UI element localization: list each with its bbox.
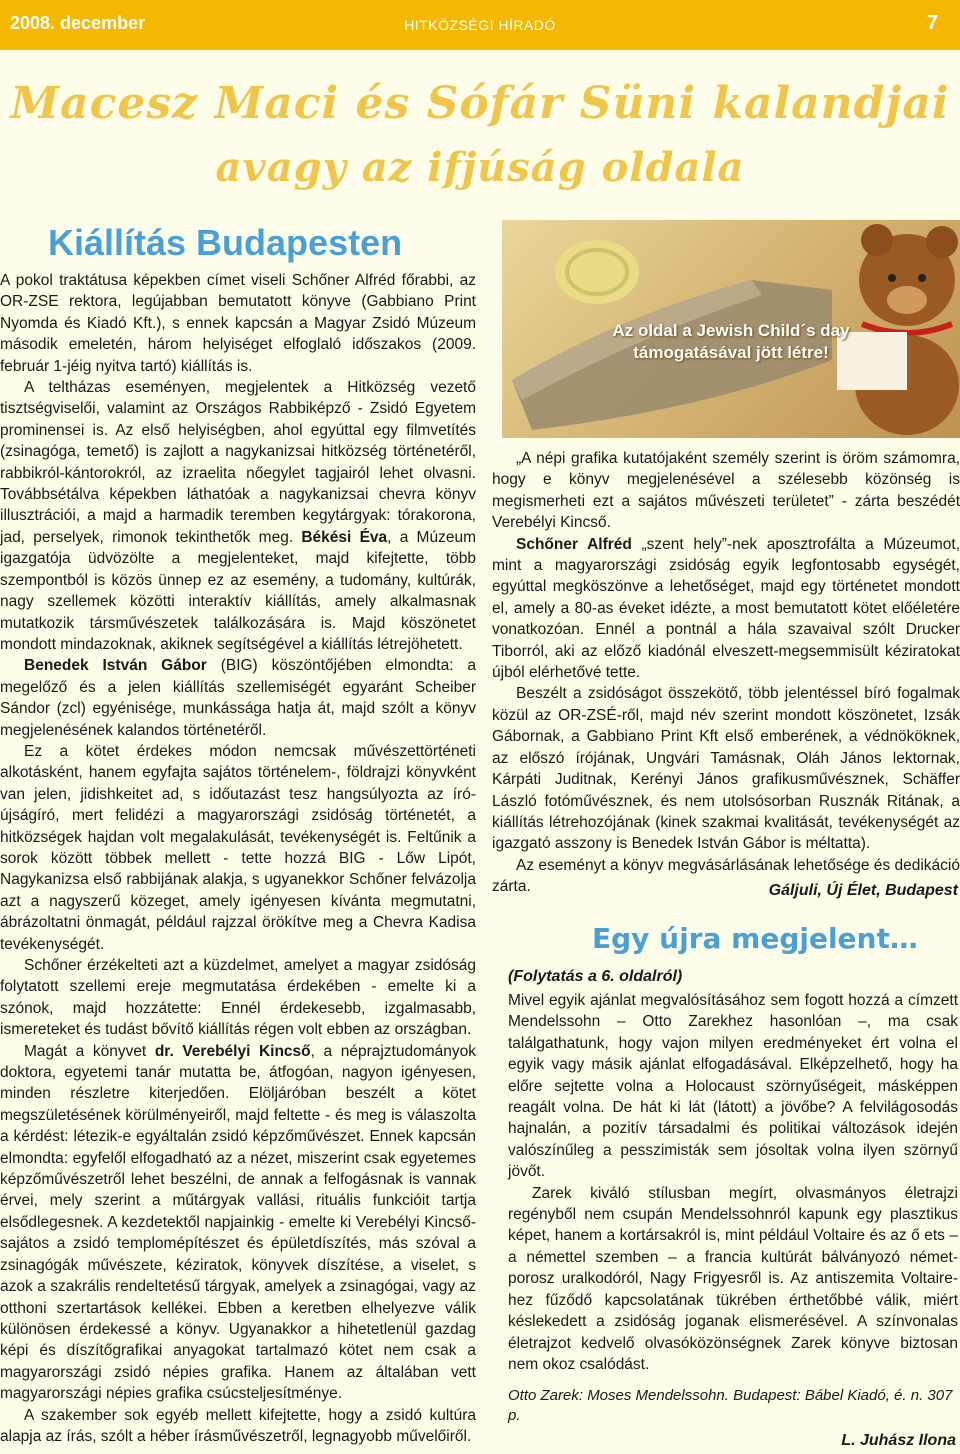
author-signature: L. Juhász Ilona xyxy=(841,1432,956,1449)
section-heading: Kiállítás Budapesten xyxy=(48,222,403,263)
paragraph: A pokol traktátusa képekben címet viseli Schőner Alfréd főrabbi, az OR-ZSE rektora, legújabban bemutatott könyve (Gabbiano Print Nyomda és Kiadó Kft.), s ennek kapcsán a Magyar Zsidó Múzeum második emeletén, három helyiséget elfoglaló időszakos (2009. február 1-jéig nyitva tartó) kiállítás is. xyxy=(0,272,476,375)
paragraph: Ez a kötet érdekes módon nemcsak művészettörténeti alkotásként, hanem egyfajta sajátos történelem-, földrajzi könyvként van jelen, jidishkeitet ad, s időutazást tesz hangsúlyozta az író-újságíró, mert felidézi a magyarországi zsidóság történetét, a hitközségek hajdan volt megalakulását, tevékenységét is. Feltűnik a sorok között többek mellett - tette hozzá BIG - Lőw Lipót, Nagykanizsa első rabbijának alakja, s ugyanekkor Schőner felvázolja azt a nagyszerű közeget, amely igényesen kívánta megmutatni, ábrázoltatni önmagát, például rajzzal örökítve meg a Chevra Kadisa tevékenységét. xyxy=(0,742,476,953)
paragraph: „A népi grafika kutatójaként személy szerint is öröm számomra, hogy e könyv megjelenésével a szélesebb közönség is megismerheti ezt a sajátos művészeti területet” - zárta beszédét Verebélyi Kincső. xyxy=(492,450,960,532)
issue-date: 2008. december xyxy=(10,13,146,33)
photo-caption: Az oldal a Jewish Child´s day támogatásával jött létre! xyxy=(612,321,850,362)
paragraph: Mivel egyik ajánlat megvalósításához sem fogott hozzá a címzett Mendelssohn – Otto Zarekhez hasonlóan –, ma csak találgathatunk, hogy vajon milyen eredményeket ért volna el egyik vagy másik ajánlat elfogadásával. Elképzelhető, hogy ha előre sejtette volna a Holocaust szörnyűségeit, másképpen reagált volna. De hát ki lát (látott) a jövőbe? A felvilágosodás hajnalán, a pozitív társadalmi és politikai változások idején valószínűleg a pesszimisták sem jósoltak volna ilyen szörnyű jövőt. xyxy=(508,992,958,1181)
photo-teddy-bear-shofar xyxy=(502,220,960,438)
left-column xyxy=(0,270,476,1447)
author-signature: Gáljuli, Új Élet, Budapest xyxy=(768,882,958,899)
paragraph: A szakember sok egyéb mellett kifejtette, hogy a zsidó kultúra alapja az írás, szólt a héber írásművészetről, legnagyobb művelőiről. xyxy=(0,1406,476,1445)
continuation-note: (Folytatás a 6. oldalról) xyxy=(508,968,683,985)
page-title-line1: Macesz Maci és Sófár Süni kalandjai xyxy=(10,78,950,129)
page-title-line2: avagy az ifjúság oldala xyxy=(215,144,745,191)
page-number: 7 xyxy=(926,12,938,34)
right-column-article2 xyxy=(508,990,958,1375)
right-column xyxy=(492,448,960,898)
newspaper-title: HITKÖZSÉGI HÍRADÓ xyxy=(404,17,556,33)
book-reference: Otto Zarek: Moses Mendelssohn. Budapest: Bábel Kiadó, é. n. 307 p. xyxy=(508,1387,953,1424)
paragraph: Schőner érzékelteti azt a küzdelmet, amelyet a magyar zsidóság folytatott szellemi ereje megmutatása érdekében - emelte ki a szónok, majd hozzátette: Ennél érdekesebb, izgalmasabb, ismereteket és tudást bővítő kiállítás régen volt ebben az országban. xyxy=(0,957,476,1039)
paragraph: Magát a könyvet dr. Verebélyi Kincső, a néprajztudományok doktora, egyetemi tanár mutatta be, átfogóan, nagyon igényesen, minden részletre kiterjedően. Elöljáróban beszélt a kötet megszületésének körülményeiről, majd feltette - és meg is válaszolta a kérdést: létezik-e egyáltalán zsidó képzőművészet. Ennek kapcsán elmondta: egyfelől elfogadható az a nézet, miszerint csak egyetemes képzőművészetről lehet beszélni, de annak a felfogásnak is vannak érvei, mely szerint a műtárgyak vallási, rituális funkcióit tartja elsődlegesnek. A kezdetektől napjainkig - emelte ki Verebélyi Kincső- sajátos a zsidó templomépítészet és épületdíszítés, más szóval a zsinagógák művészete, kéziratok, könyvek díszítése, a viselet, s azok a szakrális rendeltetésű tárgyak, amelyek a zsinagógai, vagy az otthoni szertartások kellékei. Ebben a keretben elhelyezve válik különösen érdekessé a könyv. Ugyanakkor a hihetetlenül gazdag képi és díszítőgrafikai anyagokat tartalmazó kötet nem csak a magyarországi zsidó népies grafika. Hanem az általában vett magyarországi népies grafika csúcsteljesítménye. xyxy=(0,1042,476,1403)
paragraph: Benedek István Gábor (BIG) köszöntőjében elmondta: a megelőző és a jelen kiállítás szellemiségét egyaránt Scheiber Sándor (zcl) egyénisége, munkássága hatja át, majd szólt a könyv megjelenésének kalandos történetéről. xyxy=(0,657,476,739)
paragraph: Az eseményt a könyv megvásárlásának lehetősége és dedikáció zárta. xyxy=(492,856,960,896)
paragraph: Beszélt a zsidóságot összekötő, több jelentéssel bíró fogalmak közül az OR-ZSÉ-ről, majd név szerint mondott köszönetet, Izsák Gábornak, a Gabbiano Print Kft első emberének, a védnököknek, az előszó írójának, Ungvári Tamásnak, Oláh János lektornak, Kárpáti Juditnak, Kerényi János grafikusművésznek, Schäffer László fotóművésznek, és nem utolsósorban Rusznák Ritának, a kiállítás létrehozójának (kinek szakmai kvalitását, tevékenységét az igazgató asszony is Benedek István Gábor is méltatta). xyxy=(492,685,960,853)
paragraph: Schőner Alfréd „szent hely”-nek aposztrofálta a Múzeumot, mint a magyarországi zsidóság egyik legfontosabb egységét, egyúttal megköszönve a lehetőséget, majd egy történetet mondott el, amely a 80-as éveket idézte, a most bemutatott kötet előéletére vonatkozóan. Ennél a pontnál a hála szavaival szólt Drucker Tiborról, aki az előző kiadónál elveszett-megsemmisült kéziratokat újból elérhetővé tette. xyxy=(492,535,960,682)
paragraph: Zarek kiváló stílusban megírt, olvasmányos életrajzi regényből nem csupán Mendelssohnról kapunk egy plasztikus képet, hanem a kortársakról is, mint például Voltaire és az ő ets – a némettel szemben – a francia kultúrát bálványozó német-porosz uralkodóról, Nagy Frigyesről is. Az antiszemita Voltaire-hez fűződő kapcsolatának tükrében érthetőbbé válik, miért késlekedett a zsidóság joganak elismerésével. A színvonalas életrajzot kedvelő olvasóközönségnek Zarek könyve biztosan nem okoz csalódást. xyxy=(508,1184,958,1373)
paragraph: A teltházas eseményen, megjelentek a Hitközség vezető tisztségviselői, valamint az Országos Rabbiképző - Zsidó Egyetem prominensei is. Az első helyiségben, ahol egyúttal egy filmvetítés (zsinagóga, temető) is zajlott a nagykanizsai hitközség történetéről, rabbikról-kántorokról, az izraelita nőegylet tagjairól lehet olvasni. Továbbsétálva képekben láthatóak a nagykanizsai chevra könyv illusztrációi, a majd a harmadik teremben kegytárgyak: tórakorona, jad, perselyek, rimonok tekinthetők meg. Békési Éva, a Múzeum igazgatója üdvözölte a megjelenteket, majd kifejtette, több szempontból is közös ünnep ez az esemény, a tudomány, kultúrák, nagy szellemek közötti interaktív kiállítás, amely alkalmasnak mutatkozik társművészetek találkozására is. Majd köszönetet mondott mindazoknak, akiknek segítségével a kiállítás létrejöhetett. xyxy=(0,379,476,653)
header-bar xyxy=(0,0,960,50)
article-heading: Egy újra megjelent… xyxy=(592,922,918,955)
